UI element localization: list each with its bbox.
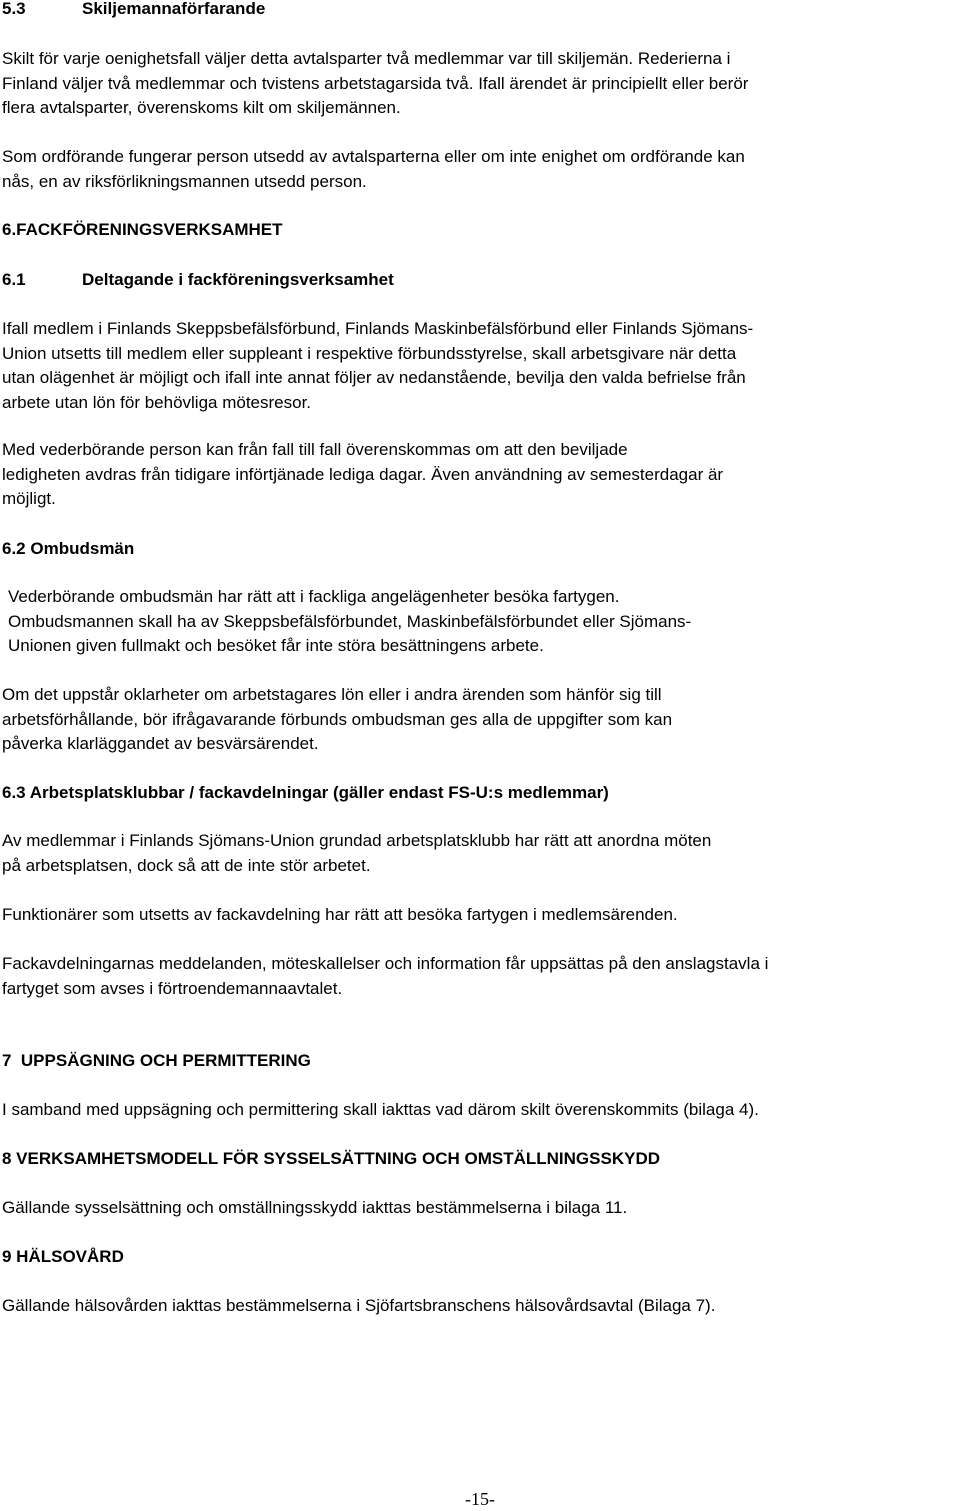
chapter-title: 9 HÄLSOVÅRD — [2, 1247, 124, 1266]
text-line: Fackavdelningarnas meddelanden, möteskallelser och information får uppsättas på den anslagstavla i — [2, 954, 769, 973]
text-line: Som ordförande fungerar person utsedd av avtalsparterna eller om inte enighet om ordförande kan — [2, 147, 745, 166]
chapter-title: 6.FACKFÖRENINGSVERKSAMHET — [2, 220, 283, 239]
section-6-3-paragraph-1 — [2, 829, 960, 878]
text-line: I samband med uppsägning och permittering skall iakttas vad därom skilt överenskommits (bilaga 4). — [2, 1100, 759, 1119]
section-title: Skiljemannaförfarande — [82, 0, 266, 18]
section-6-3-heading — [2, 781, 960, 806]
text-line: Med vederbörande person kan från fall till fall överenskommas om att den beviljade — [2, 440, 628, 459]
section-6-3-paragraph-2 — [2, 903, 960, 928]
section-6-1-paragraph-2 — [2, 438, 960, 512]
section-number: 6.3 — [2, 783, 26, 802]
section-6-1-heading — [2, 268, 960, 293]
text-line: arbetsförhållande, bör ifrågavarande förbunds ombudsman ges alla de uppgifter som kan — [2, 709, 673, 729]
chapter-title: 8 VERKSAMHETSMODELL FÖR SYSSELSÄTTNING OCH OMSTÄLLNINGSSKYDD — [2, 1149, 661, 1168]
section-number: 6.1 — [2, 270, 26, 289]
text-line: Union utsetts till medlem eller suppleant i respektive förbundsstyrelse, skall arbetsgivare när detta — [2, 343, 737, 363]
chapter-7-paragraph — [2, 1098, 960, 1123]
text-line: Finland väljer två medlemmar och tvistens arbetstagarsida två. Ifall ärendet är principiellt eller berör — [2, 73, 749, 93]
section-6-2-paragraph-2 — [2, 683, 960, 757]
chapter-9-heading — [2, 1245, 960, 1270]
chapter-title: 7 UPPSÄGNING OCH PERMITTERING — [2, 1051, 311, 1070]
text-line: Av medlemmar i Finlands Sjömans-Union grundad arbetsplatsklubb har rätt att anordna möten — [2, 831, 712, 850]
text-line: Funktionärer som utsetts av fackavdelning har rätt att besöka fartygen i medlemsärenden. — [2, 905, 678, 924]
chapter-6-heading — [2, 218, 960, 243]
text-line: ledigheten avdras från tidigare införtjänade lediga dagar. Även användning av semesterdagar är — [2, 464, 724, 484]
text-line: nås, en av riksförlikningsmannen utsedd person. — [2, 171, 367, 191]
section-title: Ombudsmän — [30, 539, 135, 558]
chapter-8-heading — [2, 1147, 960, 1172]
chapter-9-paragraph — [2, 1294, 960, 1319]
text-line: flera avtalsparter, överenskoms kilt om skiljemännen. — [2, 98, 401, 117]
text-line: Unionen given fullmakt och besöket får inte störa besättningens arbete. — [8, 636, 544, 655]
section-6-3-paragraph-3 — [2, 952, 960, 1001]
text-line: Gällande sysselsättning och omställningsskydd iakttas bestämmelserna i bilaga 11. — [2, 1198, 628, 1217]
section-5-3-heading — [2, 0, 960, 22]
text-line: fartyget som avses i förtroendemannaavtalet. — [2, 978, 343, 998]
text-line: Skilt för varje oenighetsfall väljer detta avtalsparter två medlemmar var till skiljemän. Rederierna i — [2, 49, 731, 68]
section-title: Deltagande i fackföreningsverksamhet — [82, 270, 394, 289]
text-line: utan olägenhet är möjligt och ifall inte annat följer av nedanstående, bevilja den valda befrielse från — [2, 368, 746, 387]
section-6-1-paragraph-1 — [2, 317, 960, 415]
text-line: Gällande hälsovården iakttas bestämmelserna i Sjöfartsbranschens hälsovårdsavtal (Bilaga 7). — [2, 1296, 716, 1315]
text-line: möjligt. — [2, 489, 56, 508]
text-line: arbete utan lön för behövliga mötesresor. — [2, 392, 312, 412]
section-6-2-paragraph-1 — [2, 585, 960, 659]
section-number: 6.2 — [2, 539, 26, 558]
text-line: påverka klarläggandet av besvärsärendet. — [2, 734, 319, 753]
section-5-3-paragraph-1 — [2, 47, 960, 121]
section-title: Arbetsplatsklubbar / fackavdelningar (gäller endast FS-U:s medlemmar) — [29, 783, 609, 802]
page-number: -15- — [465, 1489, 495, 1509]
chapter-7-heading — [2, 1049, 960, 1074]
text-line: Om det uppstår oklarheter om arbetstagares lön eller i andra ärenden som hänför sig till — [2, 685, 662, 704]
section-number: 5.3 — [2, 0, 26, 18]
text-line: Ifall medlem i Finlands Skeppsbefälsförbund, Finlands Maskinbefälsförbund eller Finlands Sjömans- — [2, 319, 754, 338]
section-6-2-heading — [2, 537, 960, 562]
text-line: på arbetsplatsen, dock så att de inte stör arbetet. — [2, 855, 371, 875]
text-line: Ombudsmannen skall ha av Skeppsbefälsförbundet, Maskinbefälsförbundet eller Sjömans- — [8, 611, 692, 631]
section-5-3-paragraph-2 — [2, 145, 960, 194]
text-line: Vederbörande ombudsmän har rätt att i fackliga angelägenheter besöka fartygen. — [8, 587, 620, 606]
chapter-8-paragraph — [2, 1196, 960, 1221]
